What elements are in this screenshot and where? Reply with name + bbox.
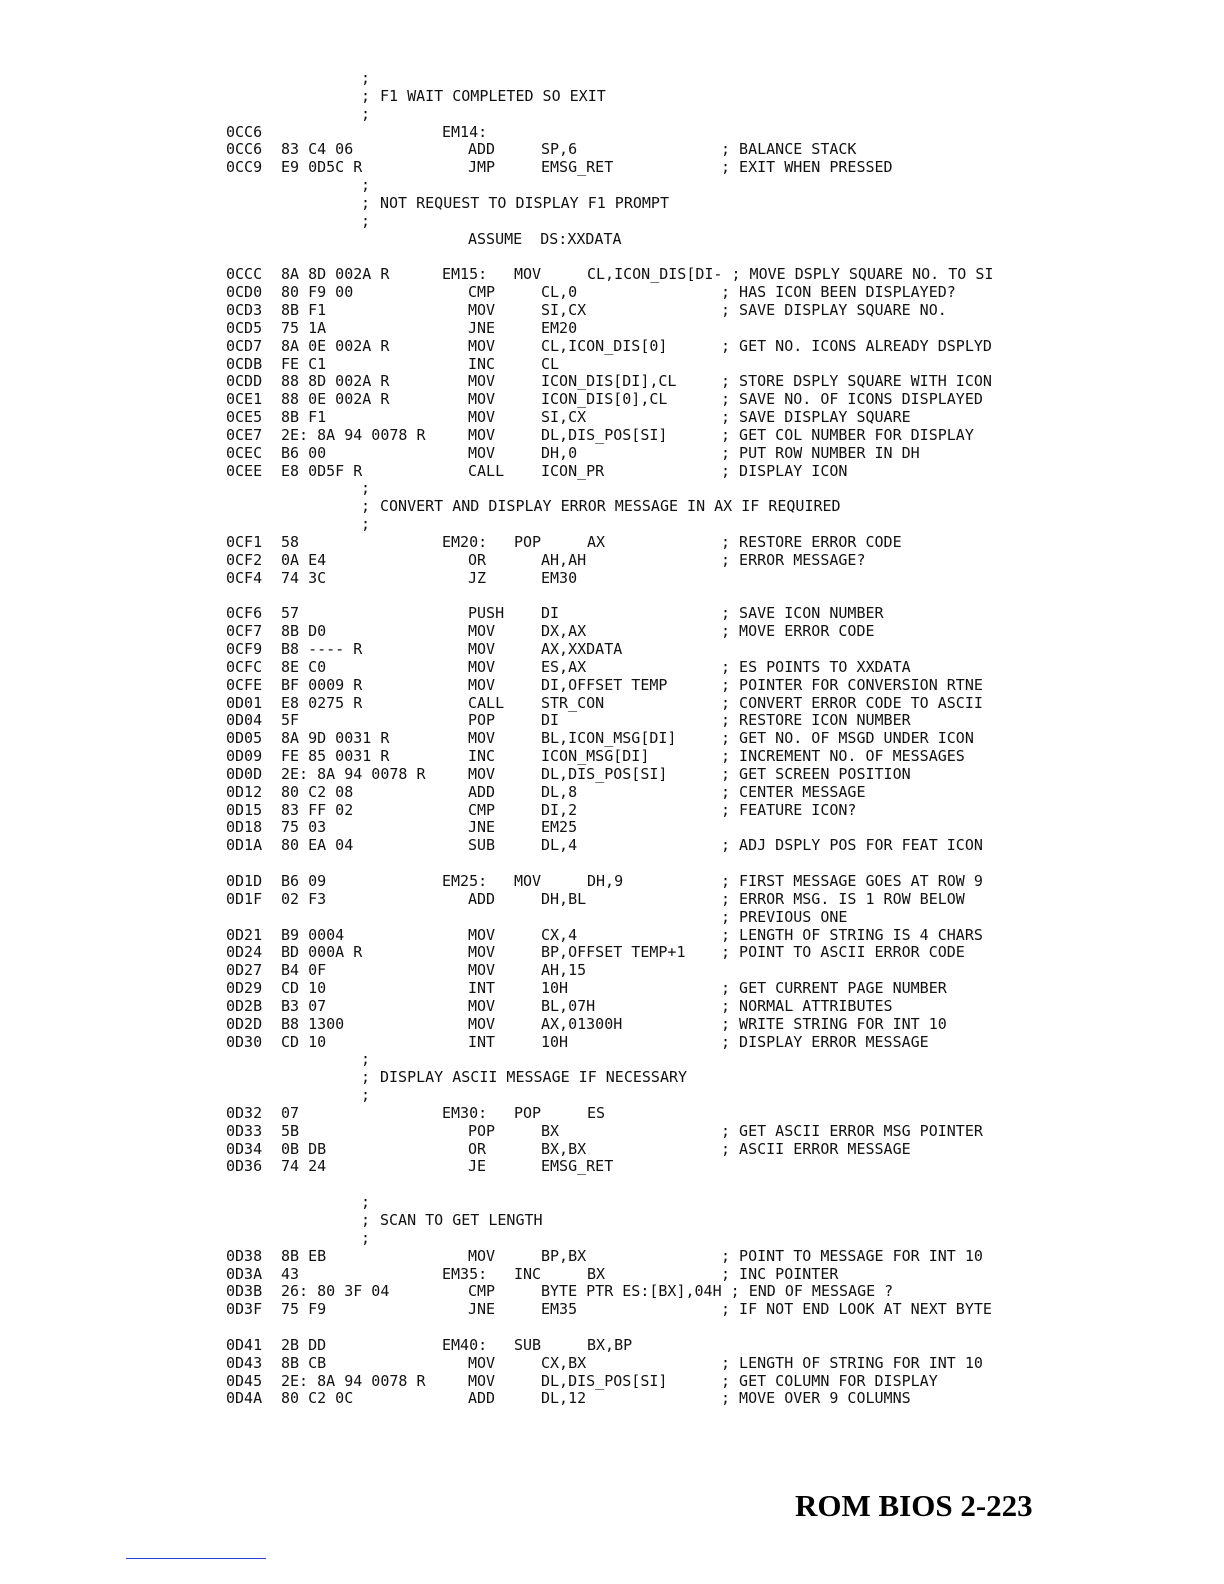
comment: ; FIRST MESSAGE GOES AT ROW 9 (721, 871, 983, 890)
machine-code: 75 F9 (281, 1300, 327, 1319)
opcode: POP (468, 1121, 496, 1140)
operand: ICON_DIS[DI],CL (541, 372, 677, 391)
comment: ; GET SCREEN POSITION (721, 764, 911, 783)
comment: ; SAVE ICON NUMBER (721, 604, 884, 623)
operand: ICON_DIS[0],CL (541, 390, 668, 409)
operand: DH,0 (541, 443, 578, 462)
opcode: MOV (468, 336, 496, 355)
address: 0D27 (226, 961, 263, 980)
opcode: CALL (468, 693, 505, 712)
comment: ; ES POINTS TO XXDATA (721, 657, 911, 676)
address: 0CF2 (226, 550, 263, 569)
machine-code: 02 F3 (281, 889, 327, 908)
comment: ; MOVE OVER 9 COLUMNS (721, 1389, 911, 1408)
comment-marker: ; (361, 1228, 371, 1247)
address: 0CC6 (226, 140, 263, 159)
opcode: CMP (468, 283, 496, 302)
machine-code: 83 C4 06 (281, 140, 354, 159)
comment: ; LENGTH OF STRING FOR INT 10 (721, 1353, 983, 1372)
operand: DX,AX (541, 622, 587, 641)
address: 0CDD (226, 372, 263, 391)
comment: ; GET COL NUMBER FOR DISPLAY (721, 425, 974, 444)
section-comment: SCAN TO GET LENGTH (380, 1211, 543, 1229)
opcode: MOV (514, 871, 542, 890)
operand: AX (587, 532, 606, 551)
operand: DL,DIS_POS[SI] (541, 764, 668, 783)
address: 0CF6 (226, 604, 263, 623)
address: 0D45 (226, 1371, 263, 1390)
footer-rule (126, 1558, 266, 1559)
operand: ES,AX (541, 657, 587, 676)
machine-code: E8 0D5F R (281, 461, 363, 480)
opcode: JMP (468, 158, 496, 177)
opcode: ADD (468, 140, 496, 159)
opcode: POP (468, 711, 496, 730)
address: 0CE1 (226, 390, 263, 409)
address: 0D05 (226, 729, 263, 748)
opcode: PUSH (468, 604, 505, 623)
address: 0CEC (226, 443, 263, 462)
operand: BL,ICON_MSG[DI] (541, 729, 677, 748)
operand: SI,CX (541, 408, 587, 427)
operand: BX (587, 1264, 606, 1283)
comment-marker: ; (361, 86, 371, 105)
code-label: EM15: (442, 265, 488, 284)
machine-code: 43 (281, 1264, 300, 1283)
comment: ; EXIT WHEN PRESSED (721, 158, 893, 177)
code-label: EM14: (442, 122, 488, 141)
comment-marker: ; (361, 176, 371, 195)
machine-code: B8 1300 (281, 1014, 345, 1033)
opcode: CMP (468, 1282, 496, 1301)
comment: ; PREVIOUS ONE (721, 907, 848, 926)
opcode: MOV (468, 300, 496, 319)
section-comment: CONVERT AND DISPLAY ERROR MESSAGE IN AX IF REQUIRED (380, 497, 841, 516)
operand: AX,01300H (541, 1014, 623, 1033)
machine-code: E8 0275 R (281, 693, 363, 712)
machine-code: 88 0E 002A R (281, 390, 390, 409)
opcode: MOV (468, 372, 496, 391)
machine-code: 8A 0E 002A R (281, 336, 390, 355)
opcode: JE (468, 1157, 487, 1176)
machine-code: 58 (281, 532, 300, 551)
address: 0CF1 (226, 532, 263, 551)
comment: ; RESTORE ERROR CODE (721, 532, 902, 551)
address: 0CF9 (226, 640, 263, 658)
address: 0CFC (226, 657, 263, 676)
machine-code: B6 09 (281, 871, 327, 890)
comment-marker: ; (361, 1211, 371, 1229)
machine-code: B3 07 (281, 996, 327, 1015)
comment: ; ERROR MESSAGE? (721, 550, 866, 569)
comment-marker: ; (361, 104, 371, 123)
address: 0D2D (226, 1014, 263, 1033)
opcode: MOV (468, 943, 496, 962)
comment-marker: ; (361, 479, 371, 498)
operand: AH,15 (541, 961, 587, 980)
opcode: MOV (468, 1014, 496, 1033)
address: 0D43 (226, 1353, 263, 1372)
operand: AH,AH (541, 550, 587, 569)
code-label: EM35: (442, 1264, 488, 1283)
machine-code: B9 0004 (281, 925, 345, 944)
opcode: JNE (468, 818, 496, 837)
comment: ; INC POINTER (721, 1264, 839, 1283)
operand: EMSG_RET (541, 1157, 614, 1176)
opcode: SUB (468, 836, 496, 855)
opcode: ADD (468, 1389, 496, 1408)
comment-marker: ; (361, 497, 371, 516)
operand: DL,12 (541, 1389, 587, 1408)
operand: BX (541, 1121, 560, 1140)
opcode: ADD (468, 782, 496, 801)
machine-code: 2E: 8A 94 0078 R (281, 1371, 426, 1390)
machine-code: E9 0D5C R (281, 158, 363, 177)
machine-code: 8A 8D 002A R (281, 265, 390, 284)
address: 0D3A (226, 1264, 263, 1283)
machine-code: 8B EB (281, 1246, 327, 1265)
operand: SP,6 (541, 140, 578, 159)
machine-code: 75 1A (281, 318, 327, 337)
operand: BL,07H (541, 996, 596, 1015)
code-label: EM20: (442, 532, 488, 551)
opcode: INC (468, 354, 496, 373)
address: 0D1F (226, 889, 263, 908)
comment: ; ASCII ERROR MESSAGE (721, 1139, 911, 1158)
opcode: MOV (468, 443, 496, 462)
machine-code: FE C1 (281, 354, 327, 373)
machine-code: 57 (281, 604, 300, 623)
opcode: MOV (468, 996, 496, 1015)
operand: ES (587, 1103, 606, 1122)
operand: DL,DIS_POS[SI] (541, 425, 668, 444)
page-footer: ROM BIOS 2-223 (795, 1488, 1033, 1523)
opcode: INT (468, 979, 496, 998)
machine-code: 74 3C (281, 568, 327, 587)
opcode: OR (468, 1139, 487, 1158)
machine-code: 2E: 8A 94 0078 R (281, 425, 426, 444)
opcode: JZ (468, 568, 487, 587)
comment: ; GET NO. ICONS ALREADY DSPLYD (721, 336, 992, 355)
comment-marker: ; (361, 211, 371, 230)
address: 0D1A (226, 836, 263, 855)
machine-code: 8B D0 (281, 622, 327, 641)
section-comment: NOT REQUEST TO DISPLAY F1 PROMPT (380, 193, 669, 212)
comment: ; FEATURE ICON? (721, 800, 857, 819)
address: 0D21 (226, 925, 263, 944)
machine-code: 8B F1 (281, 408, 327, 427)
machine-code: 75 03 (281, 818, 327, 837)
operand: DI (541, 711, 560, 730)
machine-code: 80 C2 0C (281, 1389, 354, 1408)
machine-code: BF 0009 R (281, 675, 363, 694)
address: 0CF4 (226, 568, 263, 587)
operand: CL,ICON_DIS[0] (541, 336, 668, 355)
opcode: MOV (468, 622, 496, 641)
operand: ICON_MSG[DI] (541, 747, 650, 766)
opcode: JNE (468, 318, 496, 337)
section-comment: F1 WAIT COMPLETED SO EXIT (380, 86, 606, 105)
comment: ; CENTER MESSAGE (721, 782, 866, 801)
address: 0CDB (226, 354, 263, 373)
address: 0CEE (226, 461, 263, 480)
comment-marker: ; (361, 193, 371, 212)
comment-marker: ; (361, 515, 371, 534)
comment-marker: ; (361, 69, 371, 87)
opcode: MOV (468, 925, 496, 944)
operand: DH,9 (587, 871, 624, 890)
operand: BP,BX (541, 1246, 587, 1265)
address: 0CC6 (226, 122, 263, 141)
comment: ; SAVE DISPLAY SQUARE NO. (721, 300, 947, 319)
operand: 10H (541, 979, 569, 998)
comment: ; SAVE DISPLAY SQUARE (721, 408, 911, 427)
opcode: MOV (514, 265, 542, 284)
machine-code: 26: 80 3F 04 (281, 1282, 390, 1301)
operand: DL,8 (541, 782, 578, 801)
machine-code: 80 F9 00 (281, 283, 354, 302)
address: 0CCC (226, 265, 263, 284)
opcode: OR (468, 550, 487, 569)
comment: ; HAS ICON BEEN DISPLAYED? (721, 283, 956, 302)
comment: ; ADJ DSPLY POS FOR FEAT ICON (721, 836, 983, 855)
address: 0CD7 (226, 336, 263, 355)
opcode: CMP (468, 800, 496, 819)
address: 0D29 (226, 979, 263, 998)
comment: ; ERROR MSG. IS 1 ROW BELOW (721, 889, 965, 908)
address: 0D4A (226, 1389, 263, 1408)
operand: ICON_PR (541, 461, 605, 480)
operand: CL (541, 354, 560, 373)
address: 0CD3 (226, 300, 263, 319)
opcode: MOV (468, 1353, 496, 1372)
comment: ; GET NO. OF MSGD UNDER ICON (721, 729, 974, 748)
opcode: POP (514, 532, 542, 551)
operand: BX,BX (541, 1139, 587, 1158)
address: 0D12 (226, 782, 263, 801)
comment: ; CONVERT ERROR CODE TO ASCII (721, 693, 983, 712)
comment: ; GET ASCII ERROR MSG POINTER (721, 1121, 983, 1140)
opcode: MOV (468, 408, 496, 427)
opcode: MOV (468, 675, 496, 694)
machine-code: 80 C2 08 (281, 782, 354, 801)
address: 0D33 (226, 1121, 263, 1140)
opcode: CALL (468, 461, 505, 480)
machine-code: 0B DB (281, 1139, 327, 1158)
machine-code: 8B F1 (281, 300, 327, 319)
operand: DL,DIS_POS[SI] (541, 1371, 668, 1390)
operand: DL,4 (541, 836, 578, 855)
machine-code: 07 (281, 1103, 300, 1122)
machine-code: B6 00 (281, 443, 327, 462)
comment: ; POINTER FOR CONVERSION RTNE (721, 675, 983, 694)
comment: ; NORMAL ATTRIBUTES (721, 996, 893, 1015)
address: 0CE5 (226, 408, 263, 427)
operand: BX,BP (587, 1335, 633, 1354)
comment: ; LENGTH OF STRING IS 4 CHARS (721, 925, 983, 944)
machine-code: 2E: 8A 94 0078 R (281, 764, 426, 783)
comment: ; DISPLAY ICON (721, 461, 848, 480)
address: 0D0D (226, 764, 263, 783)
comment: ; GET COLUMN FOR DISPLAY (721, 1371, 938, 1390)
operand: BYTE PTR ES:[BX],04H ; END OF MESSAGE ? (541, 1282, 894, 1301)
machine-code: 74 24 (281, 1157, 327, 1176)
address: 0D01 (226, 693, 263, 712)
machine-code: FE 85 0031 R (281, 747, 390, 766)
comment: ; SAVE NO. OF ICONS DISPLAYED (721, 390, 983, 409)
operand: SI,CX (541, 300, 587, 319)
address: 0D32 (226, 1103, 263, 1122)
opcode: MOV (468, 729, 496, 748)
operand: CX,BX (541, 1353, 587, 1372)
machine-code: B8 ---- R (281, 640, 363, 658)
address: 0D36 (226, 1157, 263, 1176)
machine-code: B4 0F (281, 961, 327, 980)
opcode: SUB (514, 1335, 542, 1354)
operand: STR_CON (541, 693, 605, 712)
machine-code: 2B DD (281, 1335, 327, 1354)
machine-code: BD 000A R (281, 943, 363, 962)
address: 0D30 (226, 1032, 263, 1051)
machine-code: 0A E4 (281, 550, 327, 569)
opcode: MOV (468, 1246, 496, 1265)
address: 0CD5 (226, 318, 263, 337)
opcode: INC (468, 747, 496, 766)
comment: ; WRITE STRING FOR INT 10 (721, 1014, 947, 1033)
address: 0CC9 (226, 158, 263, 177)
machine-code: 8B CB (281, 1353, 327, 1372)
address: 0D3F (226, 1300, 263, 1319)
operand: CL,ICON_DIS[DI- ; MOVE DSPLY SQUARE NO. TO SI (587, 265, 994, 284)
operand: DI (541, 604, 560, 623)
comment: ; MOVE ERROR CODE (721, 622, 875, 641)
machine-code: 8E C0 (281, 657, 327, 676)
opcode: MOV (468, 640, 496, 658)
address: 0D3B (226, 1282, 263, 1301)
comment: ; BALANCE STACK (721, 140, 857, 159)
operand: DI,2 (541, 800, 578, 819)
operand: DI,OFFSET TEMP (541, 675, 668, 694)
address: 0D41 (226, 1335, 263, 1354)
opcode: ADD (468, 889, 496, 908)
operand: BP,OFFSET TEMP+1 (541, 943, 686, 962)
comment: ; RESTORE ICON NUMBER (721, 711, 911, 730)
comment: ; STORE DSPLY SQUARE WITH ICON (721, 372, 992, 391)
section-comment: DISPLAY ASCII MESSAGE IF NECESSARY (380, 1068, 688, 1087)
address: 0CE7 (226, 425, 263, 444)
address: 0D2B (226, 996, 263, 1015)
code-label: EM40: (442, 1335, 488, 1354)
address: 0D38 (226, 1246, 263, 1265)
address: 0D15 (226, 800, 263, 819)
comment: ; POINT TO MESSAGE FOR INT 10 (721, 1246, 983, 1265)
comment: ; INCREMENT NO. OF MESSAGES (721, 747, 965, 766)
operand: DH,BL (541, 889, 587, 908)
operand: EM25 (541, 818, 578, 837)
comment-marker: ; (361, 1068, 371, 1087)
machine-code: 5B (281, 1121, 300, 1140)
comment-marker: ; (361, 1050, 371, 1069)
code-label: EM30: (442, 1103, 488, 1122)
machine-code: CD 10 (281, 1032, 327, 1051)
operand: 10H (541, 1032, 569, 1051)
operand: AX,XXDATA (541, 640, 623, 658)
opcode: MOV (468, 764, 496, 783)
opcode: MOV (468, 425, 496, 444)
comment: ; POINT TO ASCII ERROR CODE (721, 943, 965, 962)
code-label: EM25: (442, 871, 488, 890)
address: 0D24 (226, 943, 263, 962)
comment-marker: ; (361, 1086, 371, 1105)
address: 0D04 (226, 711, 263, 730)
operand: CL,0 (541, 283, 578, 302)
opcode: MOV (468, 1371, 496, 1390)
machine-code: 83 FF 02 (281, 800, 354, 819)
machine-code: CD 10 (281, 979, 327, 998)
machine-code: 88 8D 002A R (281, 372, 390, 391)
comment: ; PUT ROW NUMBER IN DH (721, 443, 920, 462)
address: 0D09 (226, 747, 263, 766)
operand: CX,4 (541, 925, 578, 944)
address: 0D18 (226, 818, 263, 837)
machine-code: 80 EA 04 (281, 836, 354, 855)
opcode: INT (468, 1032, 496, 1051)
opcode: MOV (468, 390, 496, 409)
directive: ASSUME DS:XXDATA (468, 229, 622, 248)
address: 0D1D (226, 871, 263, 890)
machine-code: 5F (281, 711, 300, 730)
comment-marker: ; (361, 1193, 371, 1212)
opcode: MOV (468, 961, 496, 980)
operand: EMSG_RET (541, 158, 614, 177)
address: 0CF7 (226, 622, 263, 641)
operand: EM30 (541, 568, 578, 587)
machine-code: 8A 9D 0031 R (281, 729, 390, 748)
address: 0CFE (226, 675, 263, 694)
comment: ; GET CURRENT PAGE NUMBER (721, 979, 947, 998)
opcode: MOV (468, 657, 496, 676)
address: 0D34 (226, 1139, 263, 1158)
opcode: JNE (468, 1300, 496, 1319)
address: 0CD0 (226, 283, 263, 302)
comment: ; DISPLAY ERROR MESSAGE (721, 1032, 929, 1051)
operand: EM20 (541, 318, 578, 337)
opcode: POP (514, 1103, 542, 1122)
opcode: INC (514, 1264, 542, 1283)
comment: ; IF NOT END LOOK AT NEXT BYTE (721, 1300, 992, 1319)
operand: EM35 (541, 1300, 578, 1319)
